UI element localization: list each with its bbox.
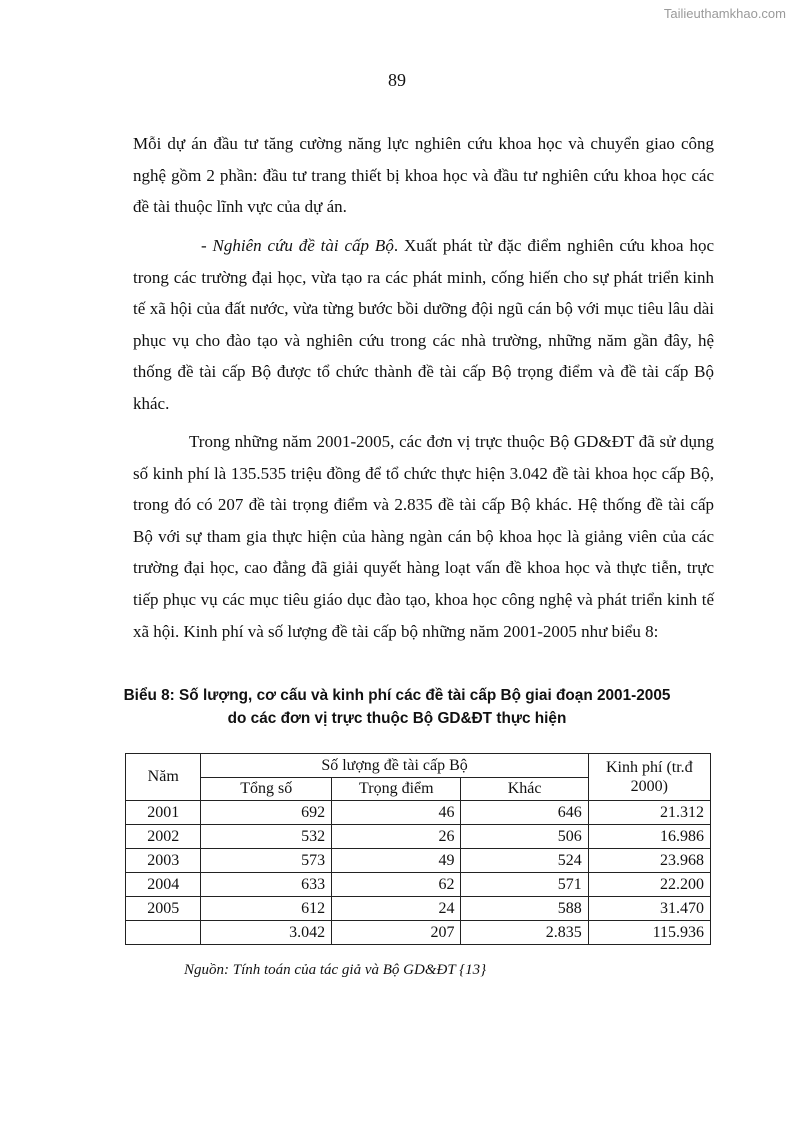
table-row xyxy=(126,801,711,825)
cell-total: 692 xyxy=(201,801,332,825)
ministry-projects-table xyxy=(125,753,711,945)
paragraph-lead-italic: - Nghiên cứu đề tài cấp Bộ xyxy=(201,236,394,255)
table-row xyxy=(126,873,711,897)
cell-year: 2003 xyxy=(126,849,201,873)
table-caption-line2: do các đơn vị trực thuộc Bộ GD&ĐT thực hiện xyxy=(227,710,567,727)
cell-key: 62 xyxy=(332,873,461,897)
cell-budget: 16.986 xyxy=(588,825,710,849)
cell-year: 2001 xyxy=(126,801,201,825)
page-number: 89 xyxy=(388,70,406,90)
cell-total: 532 xyxy=(201,825,332,849)
cell-other: 646 xyxy=(461,801,588,825)
cell-key: 46 xyxy=(332,801,461,825)
cell-budget: 31.470 xyxy=(588,897,710,921)
cell-other: 588 xyxy=(461,897,588,921)
cell-year: 2005 xyxy=(126,897,201,921)
cell-other: 506 xyxy=(461,825,588,849)
cell-other: 524 xyxy=(461,849,588,873)
cell-total: 573 xyxy=(201,849,332,873)
cell-year: 2004 xyxy=(126,873,201,897)
table-row xyxy=(126,849,711,873)
table-caption-line1: Biểu 8: Số lượng, cơ cấu và kinh phí các đề tài cấp Bộ giai đoạn 2001-2005 xyxy=(123,687,671,704)
table-row xyxy=(126,897,711,921)
header-year: Năm xyxy=(126,754,201,801)
source-note: Nguồn: Tính toán của tác giả và Bộ GD&ĐT {13} xyxy=(184,962,487,978)
cell-year xyxy=(126,921,201,945)
cell-budget: 115.936 xyxy=(588,921,710,945)
cell-key: 26 xyxy=(332,825,461,849)
cell-year: 2002 xyxy=(126,825,201,849)
cell-other: 571 xyxy=(461,873,588,897)
table-header-row xyxy=(126,754,711,778)
cell-total: 3.042 xyxy=(201,921,332,945)
cell-key: 207 xyxy=(332,921,461,945)
paragraph-research-investment: Mỗi dự án đầu tư tăng cường năng lực nghiên cứu khoa học và chuyển giao công nghệ gồm 2 phần: đầu tư trang thiết bị khoa học và đầu tư nghiên cứu khoa học các đề tài thuộc lĩnh vực của dự án. xyxy=(133,134,714,217)
table-row xyxy=(126,825,711,849)
watermark: Tailieuthamkhao.com xyxy=(663,6,786,21)
paragraph-ministry-research xyxy=(133,230,714,420)
table-caption xyxy=(112,684,682,730)
header-key: Trọng điểm xyxy=(332,778,461,801)
paragraph-2001-2005-summary: Trong những năm 2001-2005, các đơn vị trực thuộc Bộ GD&ĐT đã sử dụng số kinh phí là 135.535 triệu đồng để tổ chức thực hiện 3.042 đề tài khoa học cấp Bộ, trong đó có 207 đề tài trọng điểm và 2.835 đề tài cấp Bộ khác. Hệ thống đề tài cấp Bộ với sự tham gia thực hiện của hàng ngàn cán bộ khoa học là giảng viên của các trường đại học, cao đẳng đã giải quyết hàng loạt vấn đề khoa học và thực tiễn, trực tiếp phục vụ các mục tiêu giáo dục đào tạo, khoa học công nghệ và phát triển kinh tế xã hội. Kinh phí và số lượng đề tài cấp bộ những năm 2001-2005 như biểu 8: xyxy=(133,432,714,641)
cell-budget: 23.968 xyxy=(588,849,710,873)
header-project-count: Số lượng đề tài cấp Bộ xyxy=(201,754,588,778)
cell-budget: 21.312 xyxy=(588,801,710,825)
table-total-row xyxy=(126,921,711,945)
header-budget: Kinh phí (tr.đ 2000) xyxy=(588,754,710,801)
cell-key: 24 xyxy=(332,897,461,921)
cell-other: 2.835 xyxy=(461,921,588,945)
cell-budget: 22.200 xyxy=(588,873,710,897)
header-total: Tổng số xyxy=(201,778,332,801)
cell-total: 633 xyxy=(201,873,332,897)
cell-total: 612 xyxy=(201,897,332,921)
paragraph-body: . Xuất phát từ đặc điểm nghiên cứu khoa học trong các trường đại học, vừa tạo ra các phát minh, cống hiến cho sự phát triển kinh tế xã hội của đất nước, vừa từng bước bồi dưỡng đội ngũ cán bộ với mục tiêu lâu dài phục vụ cho đào tạo và nghiên cứu trong các nhà trường, những năm gần đây, hệ thống đề tài cấp Bộ được tổ chức thành đề tài cấp Bộ trọng điểm và đề tài cấp Bộ khác. xyxy=(133,236,714,413)
header-other: Khác xyxy=(461,778,588,801)
cell-key: 49 xyxy=(332,849,461,873)
